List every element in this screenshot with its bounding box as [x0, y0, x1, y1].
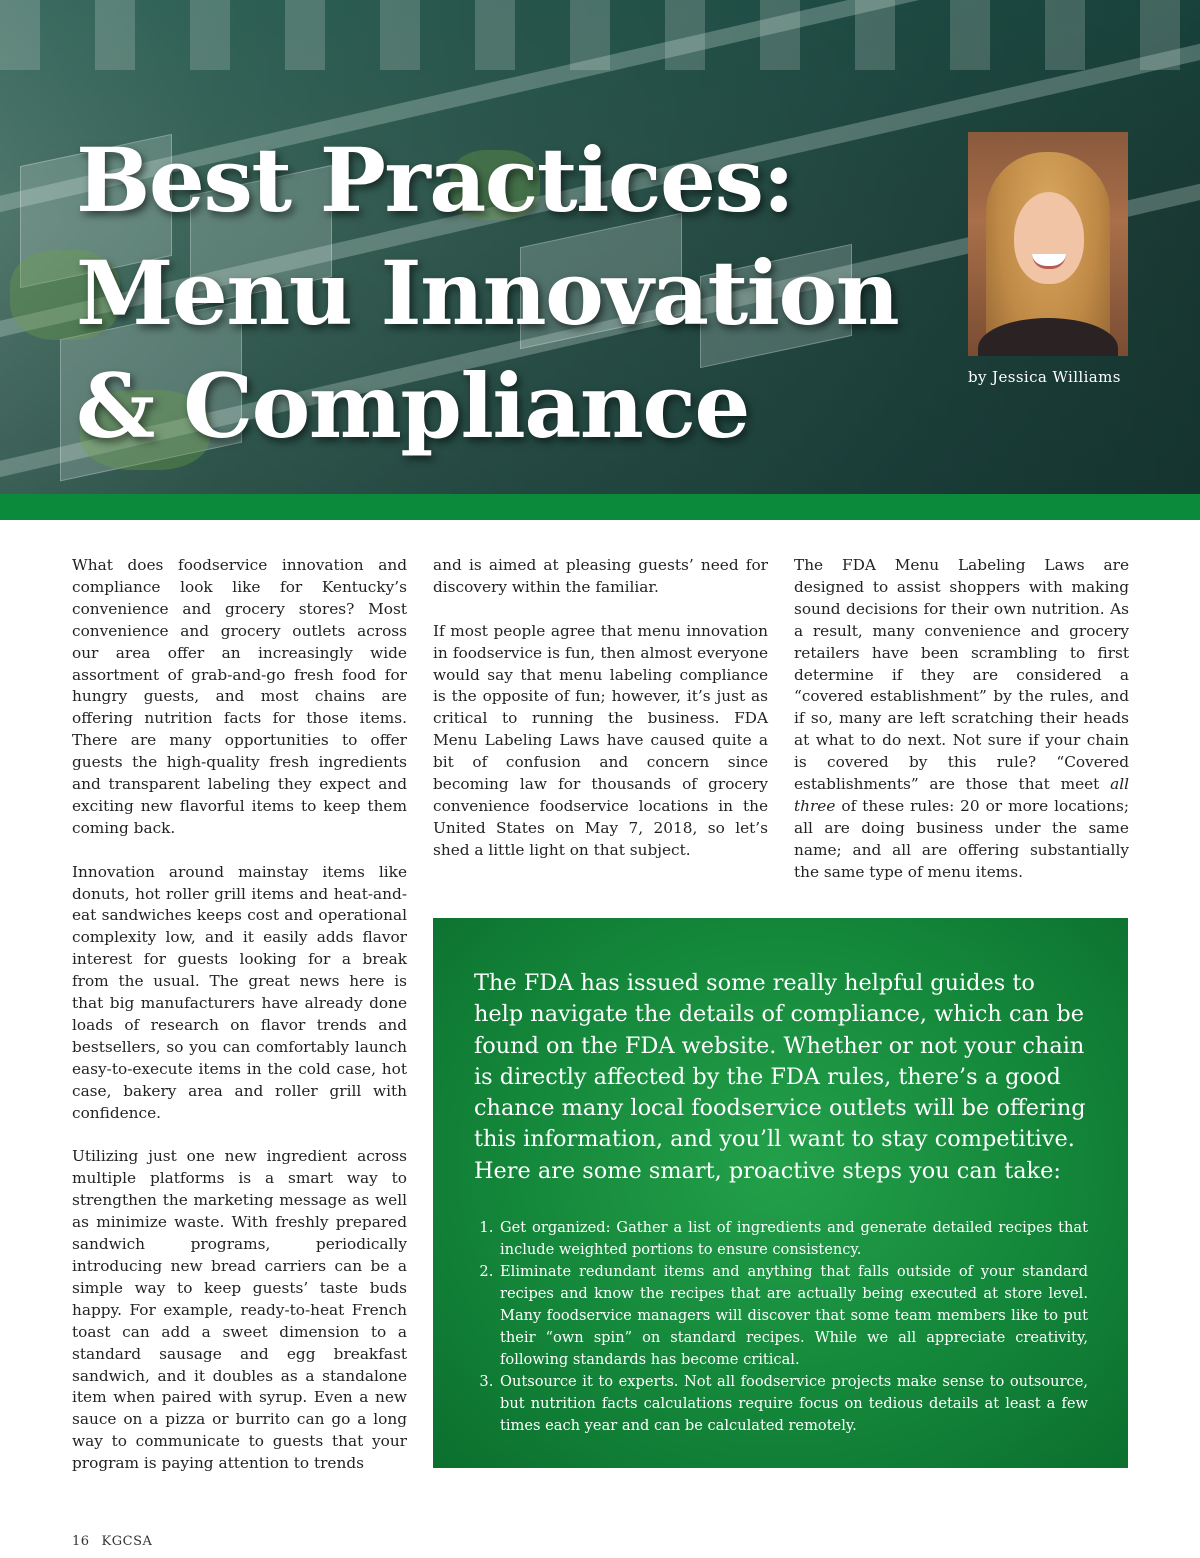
- list-item: 3. Outsource it to experts. Not all foodservice projects make sense to outsource, but nutrition facts calculations require focus on tedious details at least a few times each year and can be calculated remotely.: [498, 1371, 1088, 1437]
- author-byline: by Jessica Williams: [968, 368, 1121, 386]
- title-line: Menu Innovation: [76, 241, 899, 345]
- paragraph: Utilizing just one new ingredient across multiple platforms is a smart way to strengthen the marketing message as well as minimize waste. With freshly prepared sandwich programs, periodically introducing new bread carriers can be a simple way to keep guests’ taste buds happy. For example, ready-to-heat French toast can add a sweet dimension to a standard sausage and egg breakfast sandwich, and it doubles as a standalone item when paired with syrup. Even a new sauce on a pizza or burrito can go a long way to communicate to guests that your program is paying attention to trends: [72, 1147, 407, 1473]
- article-column-2: [433, 555, 768, 884]
- paragraph-text: The FDA Menu Labeling Laws are designed to assist shoppers with making sound decisions for their own nutrition. As a result, many convenience and grocery retailers have been scrambling to first determine if they are considered a “covered establishment” by the rules, and if so, many are left scratching their heads at what to do next. Not sure if your chain is covered by this rule? “Covered establishments” are those that meet: [794, 556, 1129, 794]
- hero-banner: [0, 0, 1200, 494]
- article-column-1: [72, 555, 407, 1497]
- emphasis-text: all three: [794, 775, 1129, 815]
- paragraph: What does foodservice innovation and compliance look like for Kentucky’s convenience and grocery stores? Most convenience and grocery outlets across our area offer an increasingly wide assortment of grab-and-go fresh food for hungry guests, and most chains are offering nutrition facts for those items. There are many opportunities to offer guests the high-quality fresh ingredients and transparent labeling they expect and exciting new flavorful items to keep them coming back.: [72, 556, 407, 837]
- compliance-callout-box: [433, 918, 1128, 1468]
- article-column-3: [794, 555, 1129, 905]
- title-line: & Compliance: [76, 354, 749, 458]
- paragraph-text: of these rules: 20 or more locations; all are doing business under the same name; and all are offering substantially the same type of menu items.: [794, 796, 1129, 881]
- page-number: 16: [72, 1534, 90, 1549]
- callout-steps-list: [474, 1217, 1088, 1437]
- page-footer: [72, 1534, 152, 1549]
- title-line: Best Practices:: [76, 128, 794, 232]
- paragraph: If most people agree that menu innovation in foodservice is fun, then almost everyone would say that menu labeling compliance is the opposite of fun; however, it’s just as critical to running the business. FDA Menu Labeling Laws have caused quite a bit of confusion and concern since becoming law for thousands of grocery convenience foodservice locations in the United States on May 7, 2018, so let’s shed a little light on that subject.: [433, 621, 768, 859]
- author-photo: [968, 132, 1128, 356]
- paragraph: Innovation around mainstay items like donuts, hot roller grill items and heat-and-eat sandwiches keeps cost and operational complexity low, and it easily adds flavor interest for guests looking for a break from the usual. The great news here is that big manufacturers have already done loads of research on flavor trends and bestsellers, so you can comfortably launch easy-to-execute items in the cold case, hot case, bakery area and roller grill with confidence.: [72, 862, 407, 1122]
- paragraph: and is aimed at pleasing guests’ need for discovery within the familiar.: [433, 556, 768, 596]
- author-photo-face: [1014, 192, 1084, 284]
- header-divider-bar: [0, 494, 1200, 520]
- article-title: [76, 124, 898, 463]
- callout-lead: The FDA has issued some really helpful guides to help navigate the details of compliance, which can be found on the FDA website. Whether or not your chain is directly affected by the FDA rules, there’s a good chance many local foodservice outlets will be offering this information, and you’ll want to stay competitive. Here are some smart, proactive steps you can take:: [474, 970, 1086, 1184]
- list-item: 2. Eliminate redundant items and anything that falls outside of your standard recipes and know the recipes that are actually being executed at store level. Many foodservice managers will discover that some team members like to put their “own spin” on standard recipes. While we all appreciate creativity, following standards has become critical.: [498, 1261, 1088, 1371]
- publication-name: KGCSA: [101, 1534, 153, 1549]
- list-item: 1. Get organized: Gather a list of ingredients and generate detailed recipes that include weighted portions to ensure consistency.: [498, 1217, 1088, 1261]
- paragraph: [794, 555, 1129, 884]
